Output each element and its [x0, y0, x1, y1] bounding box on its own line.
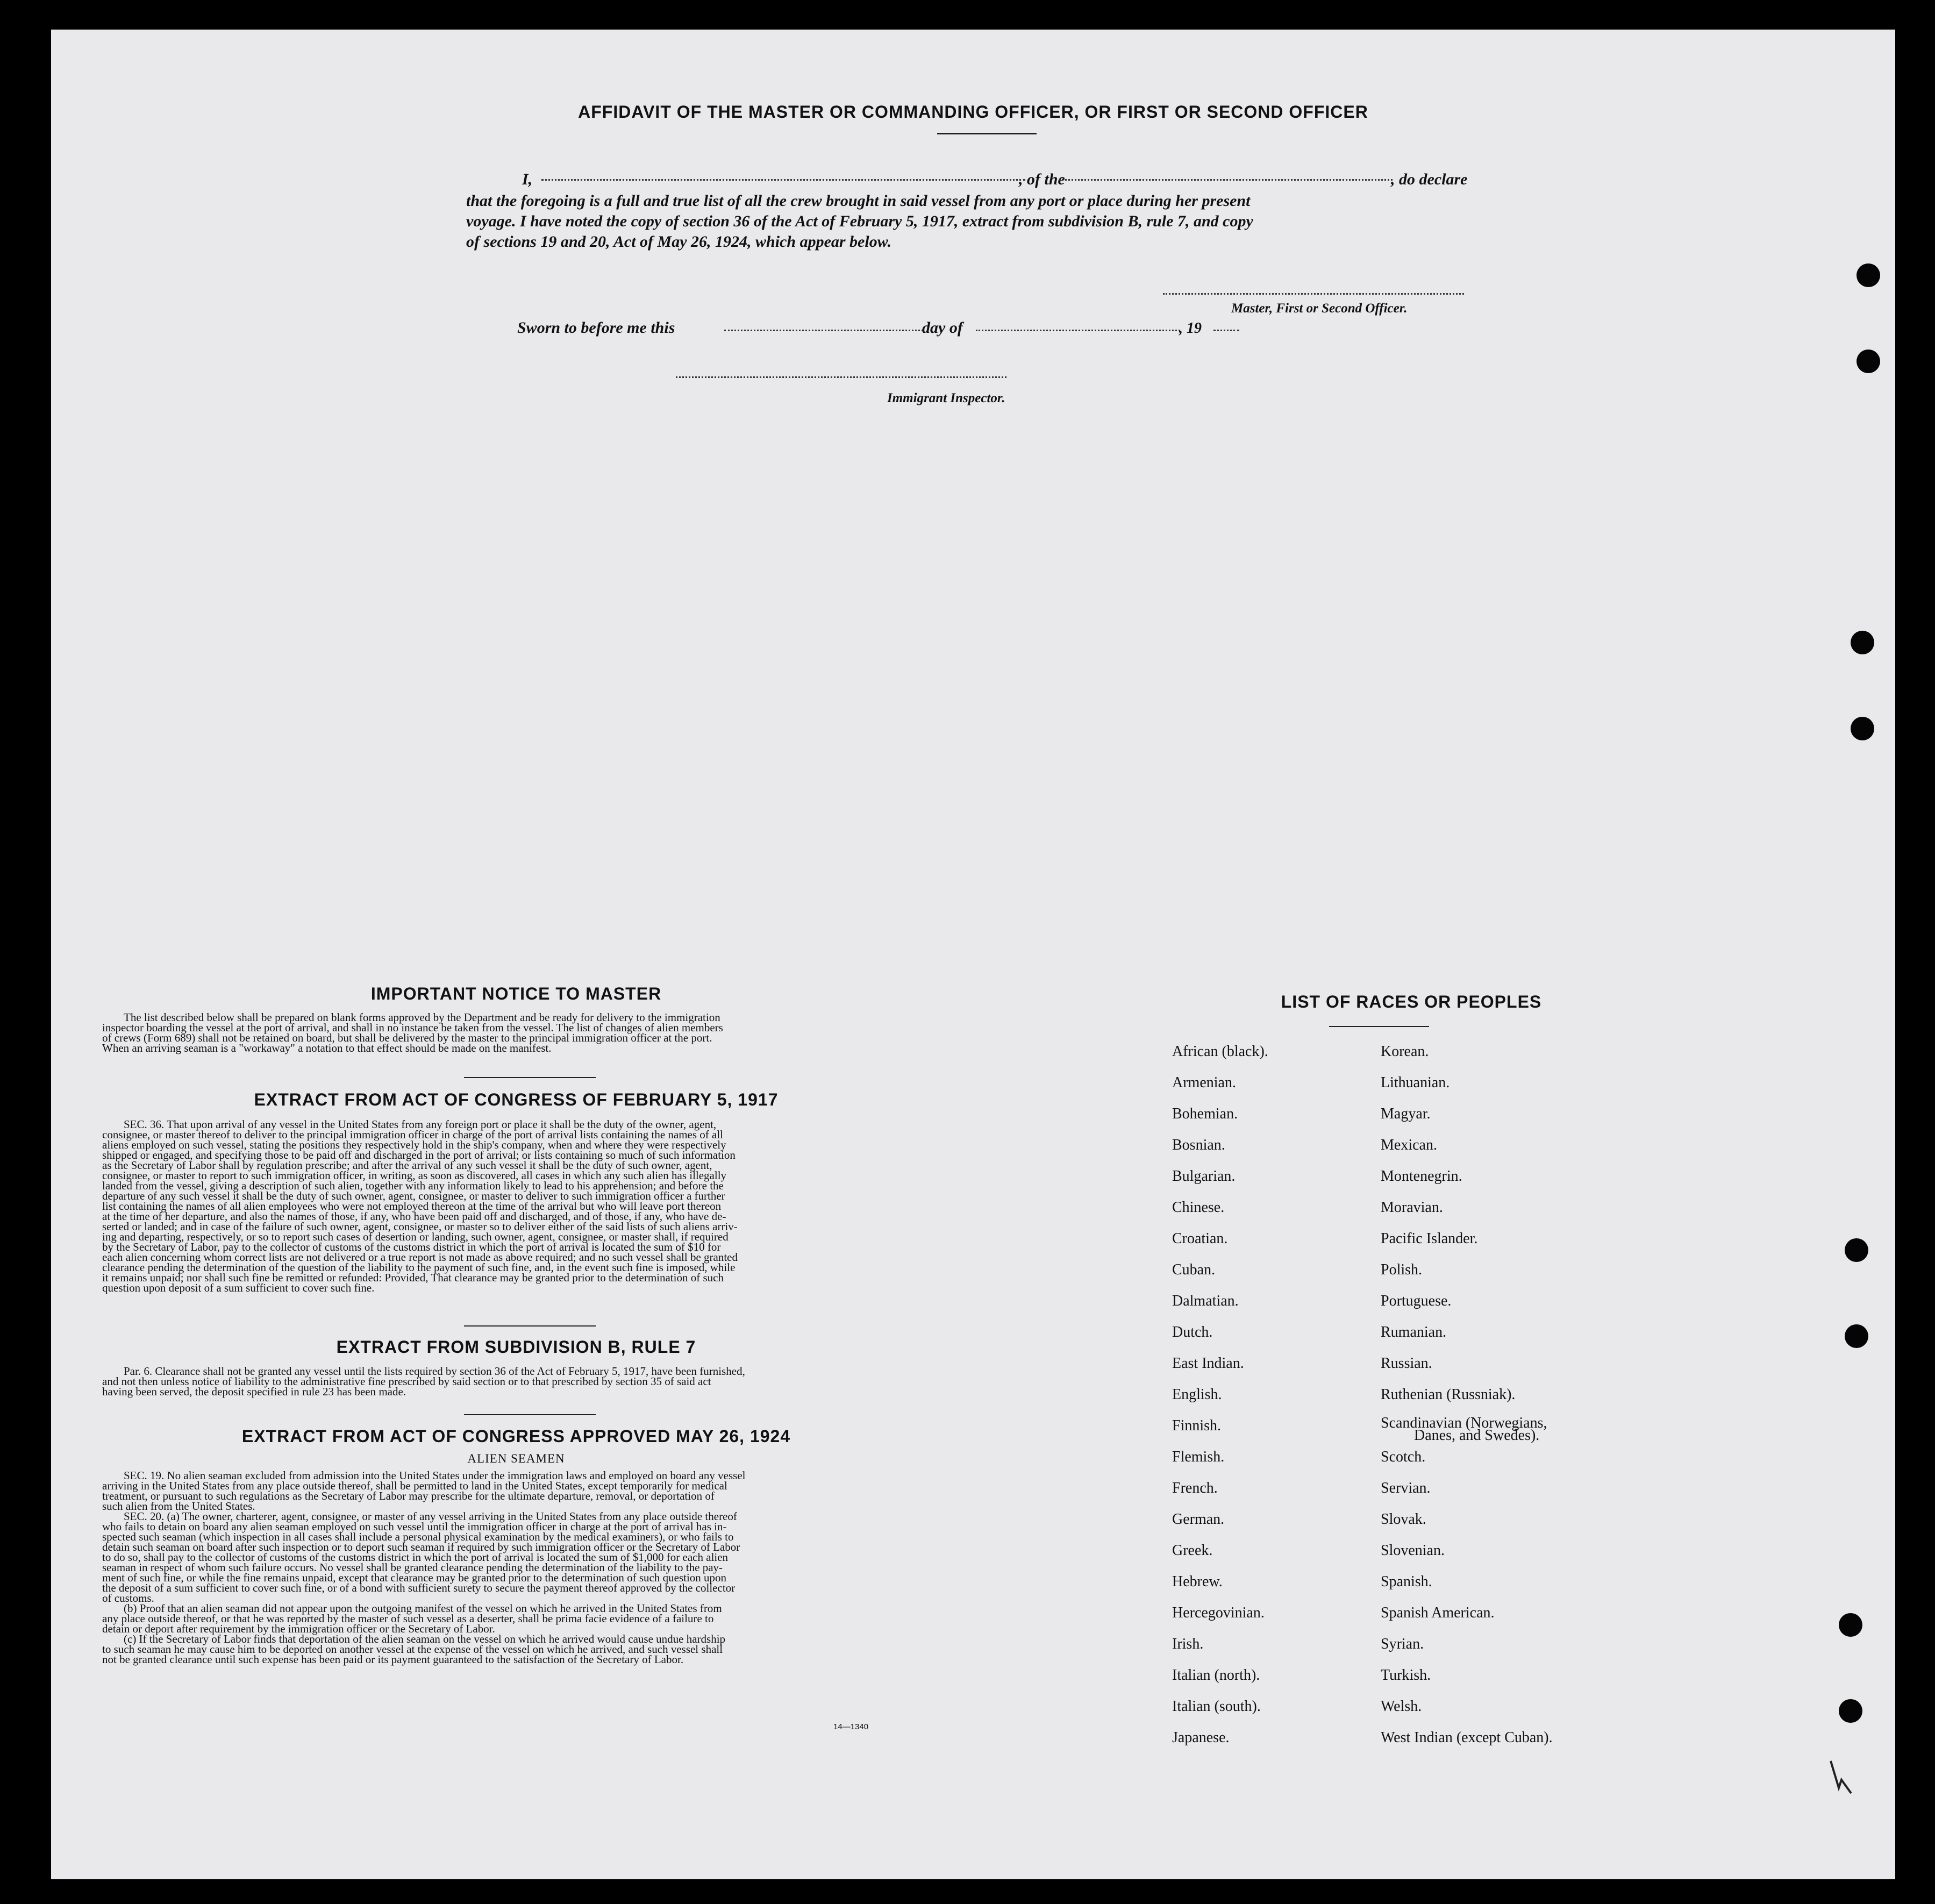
text-line: having been served, the deposit specified in rule 23 has been made.	[102, 1385, 406, 1398]
race-item: Chinese.	[1172, 1199, 1225, 1216]
race-item: Bohemian.	[1172, 1106, 1238, 1122]
affidavit-title: AFFIDAVIT OF THE MASTER OR COMMANDING OFFICER, OR FIRST OR SECOND OFFICER	[578, 102, 1368, 122]
text-line: SEC. 20. (a) The owner, charterer, agent, consignee, or master of any vessel arriving in the United States from any place outside thereof	[124, 1510, 737, 1523]
master-signature-label: Master, First or Second Officer.	[1231, 301, 1408, 316]
race-item: Moravian.	[1381, 1199, 1443, 1216]
text-line: arriving in the United States from any place outside thereof, shall be permitted to land in the United States, except temporarily for medical	[102, 1479, 727, 1492]
handwritten-mark	[1825, 1756, 1858, 1804]
race-item: Scotch.	[1381, 1449, 1426, 1465]
text-line: Par. 6. Clearance shall not be granted any vessel until the lists required by section 36 of the Act of February 5, 1917, have been furnished,	[124, 1365, 745, 1378]
day-of-label: day of	[922, 319, 963, 337]
extract-1917-title: EXTRACT FROM ACT OF CONGRESS OF FEBRUARY 5, 1917	[254, 1090, 779, 1109]
punch-hole	[1857, 350, 1880, 373]
text-line: to such seaman he may cause him to be deported on another vessel at the expense of the vessel on which he arrived, and such vessel shall	[102, 1643, 723, 1656]
text-line: ment of such fine, or while the fine remains unpaid, except that clearance may be granted prior to the determination of such question upon	[102, 1571, 727, 1584]
race-item: Dutch.	[1172, 1324, 1213, 1340]
section-rule	[464, 1077, 596, 1078]
race-item: Magyar.	[1381, 1106, 1431, 1122]
text-line: question upon deposit of a sum sufficient to cover such fine.	[102, 1281, 375, 1294]
race-item: African (black).	[1172, 1043, 1268, 1060]
text-line: (c) If the Secretary of Labor finds that deportation of the alien seaman on the vessel on which he arrived would cause undue hardship	[124, 1632, 726, 1645]
declaration-line-2: voyage. I have noted the copy of section 36 of the Act of February 5, 1917, extract from subdivision B, rule 7, and copy	[466, 212, 1253, 230]
text-line: by the Secretary of Labor, pay to the collector of customs of the customs district in which the port of arrival is located the sum of $10 for	[102, 1240, 721, 1253]
text-line: the deposit of a sum sufficient to cover such fine, or of a bond with sufficient surety to secure the payment thereof approved by the collector	[102, 1581, 736, 1594]
text-line: SEC. 36. That upon arrival of any vessel in the United States from any foreign port or place it shall be the duty of the owner, agent,	[124, 1118, 717, 1131]
race-item: Dalmatian.	[1172, 1293, 1239, 1309]
declaration-line-1: that the foregoing is a full and true list of all the crew brought in said vessel from any port or place during her present	[466, 192, 1251, 210]
text-line: any place outside thereof, or that he was reported by the master of such vessel as a deserter, shall be prima facie evidence of a failure to	[102, 1612, 714, 1625]
race-item: Hebrew.	[1172, 1573, 1223, 1590]
race-item: Mexican.	[1381, 1137, 1437, 1153]
race-item: Hercegovinian.	[1172, 1605, 1265, 1621]
year-label: , 19	[1179, 320, 1202, 337]
race-item: Welsh.	[1381, 1698, 1422, 1715]
text-line: such alien from the United States.	[102, 1500, 255, 1513]
race-item: Polish.	[1381, 1261, 1423, 1278]
text-line: each alien concerning whom correct lists are not delivered or a true report is not made as above required; and no such vessel shall be granted	[102, 1251, 738, 1264]
text-line: clearance pending the determination of the question of the liability to the payment of such fine, and, in the event such fine is imposed, while	[102, 1261, 736, 1274]
race-item: Flemish.	[1172, 1449, 1225, 1465]
race-item: Spanish.	[1381, 1573, 1432, 1590]
race-item: Pacific Islander.	[1381, 1230, 1478, 1247]
text-line: consignee, or master thereof to deliver to the principal immigration officer in charge of the port of arrival lists containing the names of all	[102, 1128, 724, 1141]
extract-1917-text	[102, 1119, 930, 1293]
race-item: Turkish.	[1381, 1667, 1431, 1684]
extract-1924-text	[102, 1471, 930, 1665]
do-declare-label: , do declare	[1391, 170, 1468, 188]
text-line: of customs.	[102, 1592, 154, 1605]
text-line: spected such seaman (which inspection in all cases shall include a personal physical examination by the medical examiners), or who fails to	[102, 1530, 734, 1543]
races-title-rule	[1329, 1026, 1429, 1027]
punch-hole	[1839, 1699, 1862, 1723]
notice-line: inspector boarding the vessel at the port of arrival, and shall in no instance be taken from the vessel. The list of changes of alien members	[102, 1021, 723, 1034]
inspector-signature-line	[676, 376, 1006, 378]
text-line: not be granted clearance until such expense has been paid or its payment guaranteed to the satisfaction of the Secretary of Labor.	[102, 1653, 684, 1666]
race-item: Scandinavian (Norwegians,	[1381, 1415, 1547, 1431]
text-line: seaman in respect of whom such failure occurs. No vessel shall be granted clearance pending the determination of the liability to the pay-	[102, 1561, 723, 1574]
race-item: Irish.	[1172, 1636, 1204, 1652]
race-item: Armenian.	[1172, 1074, 1236, 1091]
notice-title: IMPORTANT NOTICE TO MASTER	[370, 984, 662, 1003]
text-line: at the time of her departure, and also the names of those, if any, who have been paid off and discharged, and of those, if any, who have de-	[102, 1210, 726, 1223]
race-item: Slovenian.	[1381, 1542, 1445, 1559]
notice-line: The list described below shall be prepared on blank forms approved by the Department and be ready for delivery to the immigration	[124, 1011, 720, 1024]
notice-text	[102, 1012, 930, 1053]
race-item: Lithuanian.	[1381, 1074, 1450, 1091]
text-line: shipped or engaged, and specifying those to be paid off and discharged in the port of arrival; or lists containing so much of such information	[102, 1149, 736, 1161]
document-page	[51, 30, 1895, 1879]
sworn-label: Sworn to before me this	[517, 319, 675, 337]
text-line: as the Secretary of Labor shall by regulation prescribe; and after the arrival of any such vessel it shall be the duty of such owner, agent,	[102, 1159, 712, 1172]
text-line: landed from the vessel, giving a description of such alien, together with any information likely to lead to his apprehension; and before the	[102, 1179, 724, 1192]
race-item: Croatian.	[1172, 1230, 1228, 1247]
race-item: Korean.	[1381, 1043, 1429, 1060]
punch-hole	[1851, 717, 1874, 740]
text-line: serted or landed; and in case of the failure of such owner, agent, consignee, or master so to deliver either of the said lists of such aliens arriv-	[102, 1220, 738, 1233]
race-item: Japanese.	[1172, 1729, 1230, 1746]
text-line: list containing the names of all alien employees who were not employed thereon at the time of the arrival but who will leave port thereon	[102, 1200, 722, 1213]
text-line: it remains unpaid; nor shall such fine be remitted or refunded: Provided, That clearance may be granted prior to the determination of such	[102, 1271, 724, 1284]
year-blank	[1213, 330, 1239, 331]
race-item: Spanish American.	[1381, 1605, 1495, 1621]
declaration-line-3: of sections 19 and 20, Act of May 26, 1924, which appear below.	[466, 233, 892, 251]
text-line: who fails to detain on board any alien seaman employed on such vessel until the immigration officer in charge at the port of arrival has in-	[102, 1520, 727, 1533]
title-rule	[937, 133, 1037, 134]
vessel-blank	[1059, 179, 1393, 181]
race-item: Italian (south).	[1172, 1698, 1261, 1715]
race-item: Slovak.	[1381, 1511, 1426, 1528]
form-number: 14—1340	[833, 1722, 869, 1731]
punch-hole	[1845, 1238, 1868, 1262]
race-item: Finnish.	[1172, 1417, 1222, 1434]
text-line: aliens employed on such vessel, stating the positions they respectively hold in the ship's company, when and where they were respectively	[102, 1138, 726, 1151]
race-item-continuation: Danes, and Swedes).	[1414, 1427, 1540, 1444]
extract-rule7-title: EXTRACT FROM SUBDIVISION B, RULE 7	[336, 1337, 696, 1357]
race-item: Italian (north).	[1172, 1667, 1260, 1684]
race-item: Cuban.	[1172, 1261, 1216, 1278]
text-line: and not then unless notice of liability to the administrative fine prescribed by said section or to that prescribed by section 35 of said act	[102, 1375, 711, 1388]
text-line: treatment, or pursuant to such regulations as the Secretary of Labor may prescribe for the ultimate departure, removal, or deportation of	[102, 1489, 715, 1502]
race-item: French.	[1172, 1480, 1218, 1496]
punch-hole	[1857, 263, 1880, 287]
text-line: SEC. 19. No alien seaman excluded from admission into the United States under the immigration laws and employed on board any vessel	[124, 1469, 746, 1482]
name-blank	[541, 179, 1025, 181]
i-label: I,	[522, 170, 533, 188]
race-item: Greek.	[1172, 1542, 1213, 1559]
alien-seamen-subtitle: ALIEN SEAMEN	[467, 1452, 565, 1465]
extract-rule7-text	[102, 1366, 930, 1397]
text-line: departure of any such vessel it shall be the duty of such owner, agent, consignee, or master to deliver to such immigration officer a further	[102, 1189, 725, 1202]
text-line: (b) Proof that an alien seaman did not appear upon the outgoing manifest of the vessel on which he arrived in the United States from	[124, 1602, 722, 1615]
extract-1924-title: EXTRACT FROM ACT OF CONGRESS APPROVED MAY 26, 1924	[241, 1427, 791, 1446]
notice-line: When an arriving seaman is a "workaway" a notation to that effect should be made on the manifest.	[102, 1042, 552, 1054]
race-item: Bulgarian.	[1172, 1168, 1236, 1185]
race-item: Rumanian.	[1381, 1324, 1447, 1340]
text-line: to do so, shall pay to the collector of customs of the customs district in which the port of arrival is located the sum of $1,000 for each alien	[102, 1551, 729, 1564]
race-item: Servian.	[1381, 1480, 1431, 1496]
text-line: consignee, or master to report to such immigration officer, in writing, as soon as discovered, all cases in which any such alien has illegally	[102, 1169, 727, 1182]
race-item: Portuguese.	[1381, 1293, 1452, 1309]
punch-hole	[1839, 1613, 1862, 1637]
master-signature-line	[1163, 293, 1464, 295]
race-item: English.	[1172, 1386, 1222, 1403]
race-item: Montenegrin.	[1381, 1168, 1462, 1185]
race-item: Bosnian.	[1172, 1137, 1225, 1153]
punch-hole	[1851, 631, 1874, 654]
text-line: detain such seaman on board after such inspection or to deport such seaman if required by such immigration officer or the Secretary of Labor	[102, 1541, 740, 1553]
of-the-label: , of the	[1019, 170, 1065, 188]
section-rule	[464, 1325, 596, 1327]
race-item: Syrian.	[1381, 1636, 1424, 1652]
races-title: LIST OF RACES OR PEOPLES	[1281, 992, 1542, 1011]
day-blank	[724, 330, 923, 331]
text-line: detain or deport after requirement by the immigration officer or the Secretary of Labor.	[102, 1622, 495, 1635]
race-item: East Indian.	[1172, 1355, 1244, 1372]
race-item: West Indian (except Cuban).	[1381, 1729, 1553, 1746]
notice-line: of crews (Form 689) shall not be retained on board, but shall be delivered by the master to the principal immigration officer at the port.	[102, 1031, 712, 1044]
punch-hole	[1845, 1324, 1868, 1348]
text-line: ing and departing, respectively, or so to report such cases of desertion or landing, such owner, agent, consignee, or master shall, if required	[102, 1230, 729, 1243]
race-item: Russian.	[1381, 1355, 1432, 1372]
section-rule	[464, 1414, 596, 1415]
race-item: Ruthenian (Russniak).	[1381, 1386, 1516, 1403]
month-blank	[976, 330, 1180, 331]
inspector-label: Immigrant Inspector.	[887, 391, 1005, 405]
race-item: German.	[1172, 1511, 1225, 1528]
